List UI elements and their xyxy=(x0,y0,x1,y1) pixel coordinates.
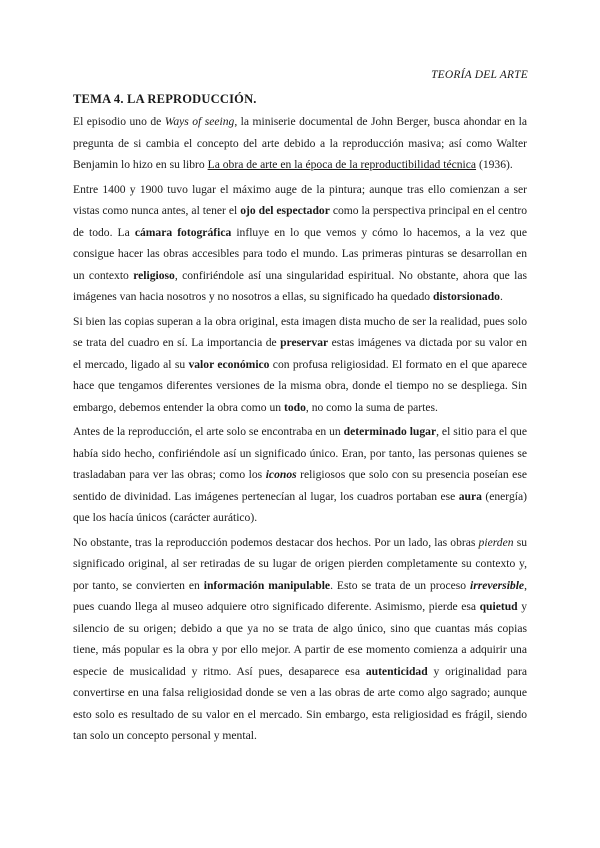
paragraph-intro xyxy=(73,111,527,176)
text-run: influye en lo que vemos y cómo lo hacemos, a la vez que consigue hacer las obras accesibles para todo el mundo. Las primeras pinturas se desarrollan en un contexto xyxy=(73,225,527,282)
text-run: . Esto se trata de un proceso xyxy=(330,578,470,592)
text-run: , pues cuando llega al museo adquiere otro significado diferente. Asimismo, pierde esa xyxy=(73,578,527,613)
text-run: El episodio uno de xyxy=(73,115,165,128)
text-run: Entre 1400 y 1900 tuvo lugar el máximo auge de la pintura; aunque tras ello comienzan a ser vistas como nunca antes, al tener el xyxy=(73,182,527,217)
key-term: cámara fotográfica xyxy=(134,225,232,239)
text-run: (energía) que los hacía únicos (carácter aurático). xyxy=(73,489,527,524)
text-run: (1936). xyxy=(476,158,513,171)
key-term: valor económico xyxy=(188,357,270,371)
key-term: ojo del espectador xyxy=(240,204,330,217)
underlined-title: La obra de arte en la época de la reproductibilidad técnica xyxy=(207,158,477,171)
key-term: autenticidad xyxy=(365,664,428,678)
paragraph-painting-history xyxy=(73,179,527,308)
text-run: , el sitio para el que había sido hecho, confiriéndole así un significado único. Eran, por tanto, las personas quienes se trasladaban para ver las obras; como los xyxy=(73,425,528,481)
text-run: , confiriéndole así una singularidad espiritual. No obstante, ahora que las imágenes van hacia nosotros y no nosotros a ellas, su significado ha quedado xyxy=(73,268,528,303)
key-term: iconos xyxy=(265,468,297,481)
text-run: Antes de la reproducción, el arte solo se encontraba en un xyxy=(73,425,344,438)
key-term: religioso xyxy=(133,268,175,282)
paragraph-copies xyxy=(73,311,527,419)
text-run: No obstante, tras la reproducción podemos destacar dos hechos. Por un lado, las obras xyxy=(73,535,479,549)
text-run: y originalidad para convertirse en una falsa religiosidad donde se ven a las obras de arte como algo sagrado; aunque esto solo es resultado de su valor en el mercado. Sin embargo, esta religiosidad es frágil, siendo tan solo un concepto personal y mental. xyxy=(73,664,527,742)
text-run: , la miniserie documental de John Berger, busca ahondar en la pregunta de si cambia el concepto del arte debido a la reproducción masiva; así como Walter Benjamin lo hizo en su libro xyxy=(73,115,527,171)
paragraph-after-reproduction xyxy=(73,532,527,747)
italic-term: pierden xyxy=(478,535,514,549)
running-header: TEORÍA DEL ARTE xyxy=(431,69,528,81)
text-run: Si bien las copias superan a la obra original, esta imagen dista mucho de ser la realidad, pues solo se trata del cuadro en sí. La importancia de xyxy=(73,314,527,349)
text-run: religiosos que solo con su presencia poseían ese sentido de divinidad. Las imágenes pertenecían al lugar, los cuadros portaban ese xyxy=(73,468,527,503)
text-run: con profusa religiosidad. El formato en el que aparece hace que tengamos diferentes versiones de la misma obra, donde el tiempo no se despliega. Sin embargo, debemos entender la obra como un xyxy=(73,357,527,414)
key-term: quietud xyxy=(479,600,518,613)
key-term: información manipulable xyxy=(203,578,331,592)
key-term: todo xyxy=(283,400,306,414)
key-term: distorsionado xyxy=(432,290,500,303)
section-title: TEMA 4. LA REPRODUCCIÓN. xyxy=(73,92,257,106)
key-term: determinado lugar xyxy=(343,425,437,438)
paragraph-before-reproduction xyxy=(73,421,527,529)
text-run: . xyxy=(499,290,503,303)
key-term: irreversible xyxy=(469,578,525,592)
document-body xyxy=(73,92,527,750)
italic-term: Ways of seeing xyxy=(164,115,235,128)
key-term: preservar xyxy=(280,336,329,349)
text-run: como la perspectiva principal en el centro de todo. La xyxy=(73,204,528,239)
text-run: su significado original, al ser retiradas de su lugar de origen pierden completamente su contexto y, por tanto, se convierten en xyxy=(73,535,527,592)
text-run: estas imágenes va dictada por su valor en el mercado, ligado al su xyxy=(73,336,527,371)
text-run: y silencio de su origen; debido a que ya no se trata de algo único, sino que cuantas más copias tiene, más popular es la obra y por ello mejor. A partir de ese momento comienza a adquirir una especie de musicalidad y ritmo. Así pues, desaparece esa xyxy=(73,600,527,678)
text-run: , no como la suma de partes. xyxy=(305,400,438,414)
key-term: aura xyxy=(458,489,482,503)
